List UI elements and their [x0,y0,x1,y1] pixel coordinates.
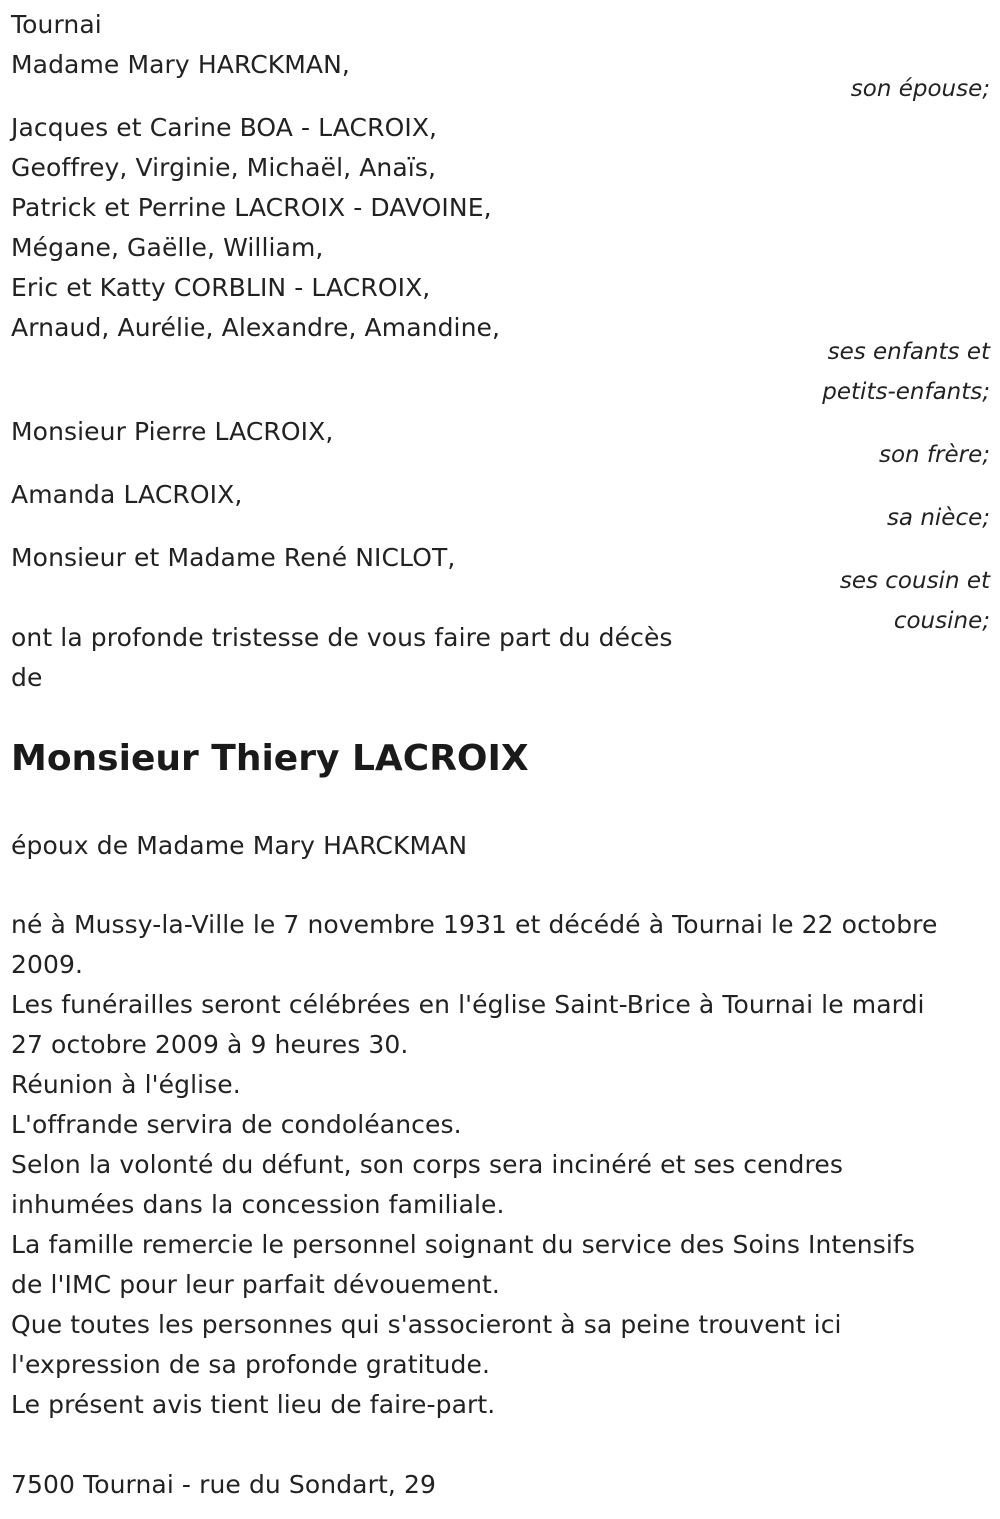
children-line: Geoffrey, Virginie, Michaël, Anaïs, [11,153,436,182]
children-line: Mégane, Gaëlle, William, [11,233,324,262]
children-role: petits-enfants; [822,379,990,405]
address-line: 7500 Tournai - rue du Sondart, 29 [11,1470,436,1499]
spouse-role: son épouse; [850,76,990,102]
cousins-role: ses cousin et [839,568,990,594]
children-line: Arnaud, Aurélie, Alexandre, Amandine, [11,313,501,342]
cousins-role: cousine; [893,608,990,634]
body-line: né à Mussy-la-Ville le 7 novembre 1931 et décédé à Tournai le 22 octobre [11,910,938,939]
city-heading: Tournai [11,10,102,39]
deceased-name: Monsieur Thiery LACROIX [11,738,529,779]
children-role: ses enfants et [827,339,990,365]
body-line: l'expression de sa profonde gratitude. [11,1350,490,1379]
brother-name: Monsieur Pierre LACROIX, [11,417,334,446]
body-line: 27 octobre 2009 à 9 heures 30. [11,1030,409,1059]
body-line: Les funérailles seront célébrées en l'église Saint-Brice à Tournai le mardi [11,990,925,1019]
children-line: Patrick et Perrine LACROIX - DAVOINE, [11,193,492,222]
children-line: Eric et Katty CORBLIN - LACROIX, [11,273,431,302]
body-line: L'offrande servira de condoléances. [11,1110,462,1139]
cousins-name: Monsieur et Madame René NICLOT, [11,543,456,572]
body-line: 2009. [11,950,84,979]
niece-name: Amanda LACROIX, [11,480,243,509]
spouse-of-line: époux de Madame Mary HARCKMAN [11,831,468,860]
body-line: Le présent avis tient lieu de faire-part. [11,1390,496,1419]
body-line: Selon la volonté du défunt, son corps sera incinéré et ses cendres [11,1150,843,1179]
brother-role: son frère; [878,442,990,468]
body-line: Réunion à l'église. [11,1070,241,1099]
body-line: de l'IMC pour leur parfait dévouement. [11,1270,500,1299]
announcement-line: ont la profonde tristesse de vous faire part du décès [11,623,673,652]
niece-role: sa nièce; [886,505,990,531]
spouse-name: Madame Mary HARCKMAN, [11,50,350,79]
body-line: La famille remercie le personnel soignant du service des Soins Intensifs [11,1230,915,1259]
body-line: inhumées dans la concession familiale. [11,1190,505,1219]
children-line: Jacques et Carine BOA - LACROIX, [11,113,438,142]
body-line: Que toutes les personnes qui s'associeront à sa peine trouvent ici [11,1310,842,1339]
announcement-line: de [11,663,43,692]
